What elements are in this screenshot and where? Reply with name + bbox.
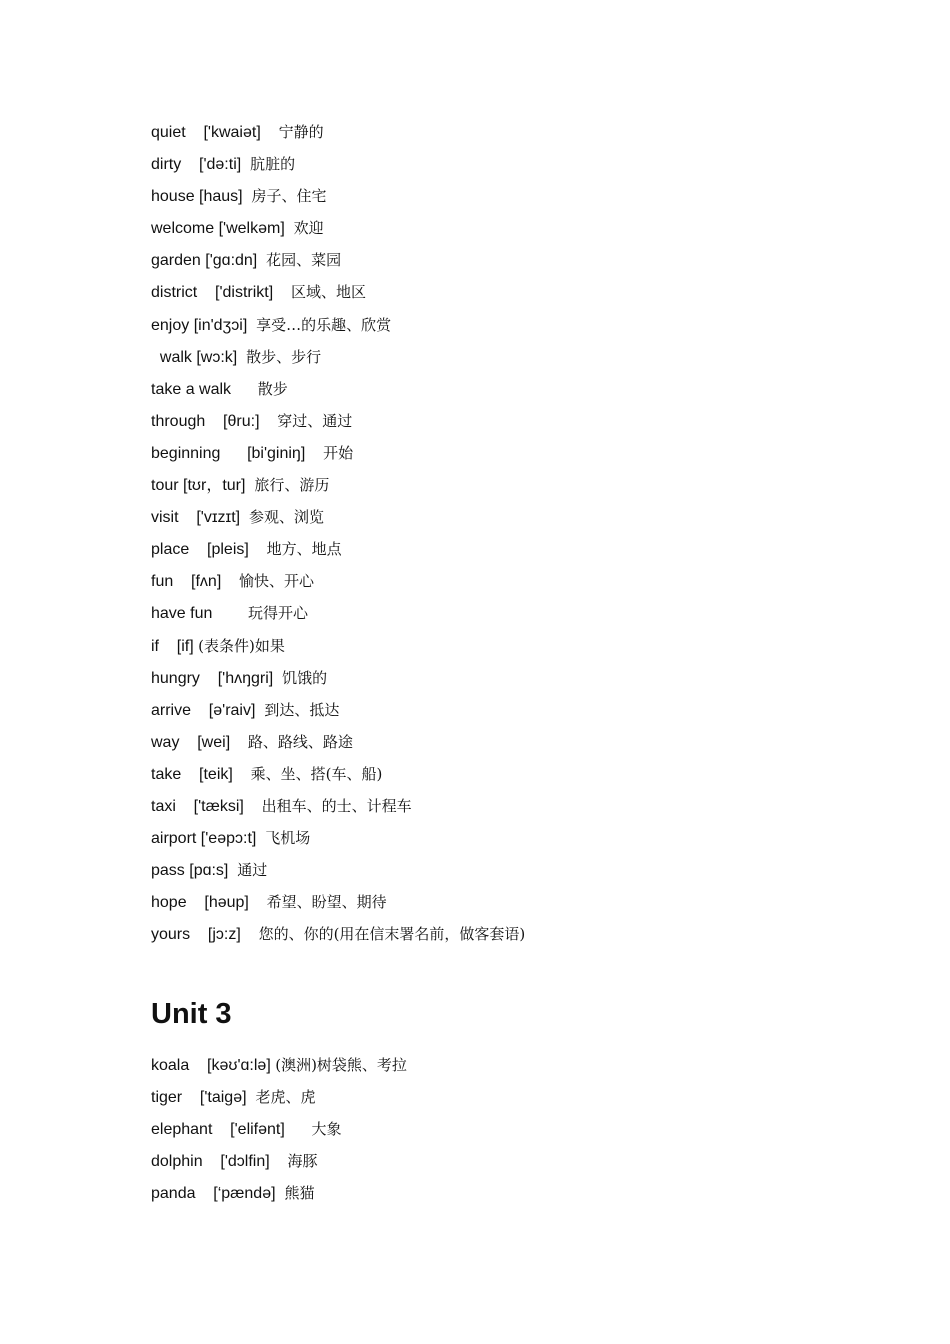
chinese-meaning: 花园、菜园	[266, 251, 342, 270]
word-phonetic: welcome ['welkəm]	[151, 220, 294, 238]
word-phonetic: tiger ['taiɡə]	[151, 1089, 256, 1107]
chinese-meaning: 海豚	[287, 1152, 318, 1171]
word-phonetic: elephant ['elifənt]	[151, 1121, 312, 1139]
word-phonetic: garden ['ɡɑ:dn]	[151, 252, 267, 270]
word-phonetic: arrive [ə'raiv]	[151, 701, 265, 719]
word-phonetic: way [wei]	[151, 733, 248, 751]
word-phonetic: quiet ['kwaiət]	[151, 124, 279, 141]
vocab-entry	[151, 278, 851, 310]
vocab-entry	[151, 632, 851, 664]
word-phonetic: taxi ['tæksi]	[151, 797, 262, 815]
vocab-entry	[151, 920, 851, 952]
chinese-meaning: 散步、步行	[246, 347, 322, 366]
vocab-entry	[151, 888, 851, 920]
chinese-meaning: 通过	[237, 861, 268, 880]
chinese-meaning: 开始	[323, 443, 354, 462]
word-phonetic: koala [kəʊ'ɑ:lə]	[151, 1057, 276, 1074]
chinese-meaning: 老虎、虎	[255, 1088, 316, 1107]
chinese-meaning: 到达、抵达	[264, 700, 340, 719]
unit-heading: Unit 3	[151, 998, 232, 1030]
chinese-meaning: 地方、地点	[266, 540, 342, 559]
vocab-entry	[151, 439, 851, 471]
chinese-meaning: 熊猫	[284, 1184, 315, 1203]
word-phonetic: dirty ['də:ti]	[151, 156, 251, 174]
chinese-meaning: 旅行、游历	[254, 476, 330, 495]
vocab-entry	[151, 760, 851, 792]
chinese-meaning: 愉快、开心	[239, 572, 315, 591]
vocab-entry	[151, 1179, 851, 1211]
chinese-meaning: 乘、坐、搭(车、船)	[250, 764, 383, 783]
word-phonetic: dolphin ['dɔlfin]	[151, 1153, 288, 1171]
vocab-entry	[151, 1147, 851, 1179]
vocab-entry	[151, 343, 851, 375]
word-phonetic: yours [jɔ:z]	[151, 926, 259, 944]
vocab-entry	[151, 471, 851, 503]
vocab-entry	[151, 503, 851, 535]
chinese-meaning: (澳洲)树袋熊、考拉	[275, 1056, 407, 1074]
word-phonetic: place [pleis]	[151, 541, 267, 559]
word-phonetic: hope [həup]	[151, 894, 267, 912]
vocab-entry	[151, 696, 851, 728]
vocab-entry	[151, 182, 851, 214]
chinese-meaning: 路、路线、路途	[247, 732, 353, 751]
word-phonetic: take a walk	[151, 380, 258, 398]
vocab-entry	[151, 535, 851, 567]
chinese-meaning: 出租车、的士、计程车	[261, 796, 412, 815]
vocab-list	[151, 118, 851, 952]
word-phonetic: have fun	[151, 605, 248, 623]
vocab-entry	[151, 311, 851, 343]
word-phonetic: airport ['eəpɔ:t]	[151, 830, 266, 848]
chinese-meaning: 享受…的乐趣、欣赏	[256, 315, 392, 334]
vocab-entry	[151, 567, 851, 599]
word-phonetic: pass [pɑ:s]	[151, 862, 238, 880]
word-phonetic: fun [fʌn]	[151, 573, 240, 591]
chinese-meaning: 区域、地区	[290, 283, 366, 302]
vocab-entry	[151, 214, 851, 246]
word-phonetic: tour [tʊr，tur]	[151, 477, 255, 495]
chinese-meaning: 玩得开心	[247, 604, 308, 623]
vocab-entry	[151, 150, 851, 182]
vocab-entry	[151, 664, 851, 696]
chinese-meaning: 散步	[257, 379, 288, 398]
word-phonetic: house [haus]	[151, 188, 252, 206]
word-phonetic: panda [‘pændə]	[151, 1185, 285, 1203]
chinese-meaning: 穿过、通过	[277, 411, 353, 430]
chinese-meaning: 飞机场	[265, 829, 311, 848]
word-phonetic: walk [wɔ:k]	[151, 348, 247, 366]
word-phonetic: visit ['vɪzɪt]	[151, 509, 250, 527]
vocab-entry	[151, 1051, 851, 1083]
chinese-meaning: 您的、你的(用在信末署名前，做客套语)	[258, 925, 526, 944]
word-phonetic: district ['distrikt]	[151, 284, 291, 302]
chinese-meaning: 饥饿的	[282, 668, 328, 687]
vocab-entry	[151, 375, 851, 407]
chinese-meaning: 参观、浏览	[249, 508, 325, 527]
word-phonetic: through [θru:]	[151, 412, 278, 430]
chinese-meaning: 欢迎	[293, 219, 324, 238]
chinese-meaning: 希望、盼望、期待	[266, 893, 387, 912]
vocab-entry	[151, 824, 851, 856]
vocab-entry	[151, 728, 851, 760]
chinese-meaning: 大象	[311, 1120, 342, 1139]
chinese-meaning: 肮脏的	[250, 155, 296, 174]
vocab-entry	[151, 1083, 851, 1115]
chinese-meaning: (表条件)如果	[198, 636, 285, 655]
word-phonetic: beginning [bi'ɡiniŋ]	[151, 444, 324, 462]
vocab-list	[151, 1051, 851, 1211]
vocab-entry	[151, 792, 851, 824]
chinese-meaning: 宁静的	[278, 123, 324, 141]
vocab-entry	[151, 118, 851, 150]
vocab-entry	[151, 856, 851, 888]
word-phonetic: take [teik]	[151, 765, 251, 783]
vocab-entry	[151, 407, 851, 439]
word-phonetic: hungry ['hʌŋɡri]	[151, 669, 283, 687]
vocab-entry	[151, 1115, 851, 1147]
vocab-entry	[151, 599, 851, 631]
vocab-entry	[151, 246, 851, 278]
chinese-meaning: 房子、住宅	[251, 187, 327, 206]
word-phonetic: enjoy [in'dʒɔi]	[151, 316, 257, 334]
word-phonetic: if [if]	[151, 637, 199, 655]
